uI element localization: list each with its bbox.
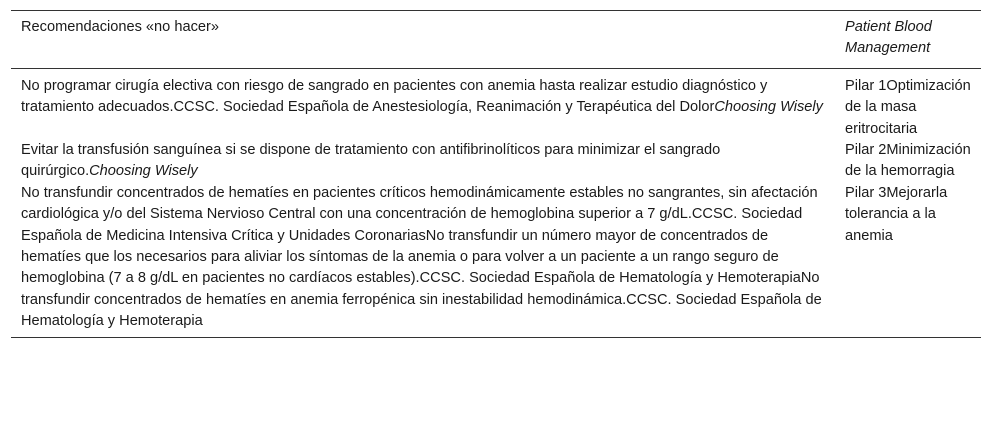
header-patient-blood-management: Patient Blood Management xyxy=(845,19,932,57)
recommendation-cell: No transfundir concentrados de hematíes en pacientes críticos hemodinámicamente estables no sangrantes, sin afectación cardiológica y/o del Sistema Nervioso Central con una concentración de hemoglobina superior a 7 g/dL.CCSC. Sociedad Española de Medicina Intensiva Crítica y Unidades CoronariasNo transfundir un número mayor de concentrados de hematíes que los necesarios para aliviar los síntomas de la anemia o para volver a un paciente a un rango seguro de hemoglobina (7 a 8 g/dL en pacientes no cardíacos estables).CCSC. Sociedad Española de Hematología y HemoterapiaNo transfundir concentrados de hematíes en anemia ferropénica sin inestabilidad hemodinámica.CCSC. Sociedad Española de Hematología y Hemoterapia xyxy=(21,184,822,330)
header-recommendations: Recomendaciones «no hacer» xyxy=(21,19,219,35)
recommendation-cell xyxy=(11,140,838,183)
pillar-cell: Pilar 3Mejorarla tolerancia a la anemia xyxy=(845,184,948,244)
recommendations-table xyxy=(11,10,981,338)
pillar-cell: Pilar 1Optimización de la masa eritrocitaria xyxy=(845,77,971,137)
table-header-row xyxy=(11,11,981,69)
recommendation-text: No programar cirugía electiva con riesgo de sangrado en pacientes con anemia hasta realizar estudio diagnóstico y tratamiento adecuados.CCSC. Sociedad Española de Anestesiología, Reanimación y Terapéutica del Dolor xyxy=(21,77,768,116)
recommendation-text: Evitar la transfusión sanguínea si se dispone de tratamiento con antifibrinolíticos para minimizar el sangrado quirúrgico. xyxy=(21,142,721,180)
pillar-cell: Pilar 2Minimización de la hemorragia xyxy=(845,142,971,180)
recommendation-cell xyxy=(11,68,838,140)
table-row xyxy=(11,68,981,140)
table-row xyxy=(11,140,981,183)
table-row xyxy=(11,183,981,337)
source-text: Choosing Wisely xyxy=(714,99,823,116)
source-text: Choosing Wisely xyxy=(89,163,198,180)
